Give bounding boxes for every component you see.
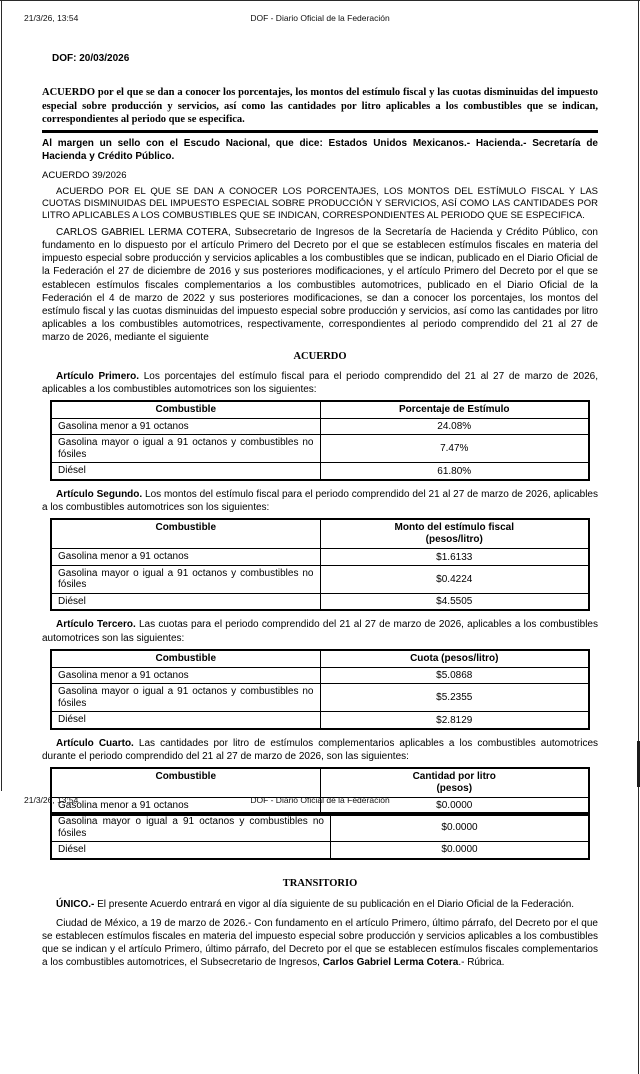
transitorio-heading: TRANSITORIO	[282, 877, 358, 889]
table-row	[51, 593, 589, 610]
unico-paragraph	[42, 898, 598, 911]
closing-paragraph	[42, 917, 598, 970]
cell-fuel: Gasolina mayor o igual a 91 octanos y combustibles no fósiles	[51, 565, 320, 593]
cell-value: 7.47%	[320, 435, 589, 463]
table-row	[51, 418, 589, 435]
seal-note-paragraph: Al margen un sello con el Escudo Nacional, que dice: Estados Unidos Mexicanos.- Hacienda.- Secretaría de Hacienda y Crédito Público.	[42, 137, 598, 162]
header-cell-combustible: Combustible	[51, 401, 320, 419]
horizontal-rule	[42, 130, 598, 133]
print-datetime: 21/3/26, 13:54	[24, 795, 79, 805]
header-line-1: Cantidad por litro	[412, 771, 496, 783]
cell-fuel: Diésel	[51, 593, 320, 610]
signer-name: Carlos Gabriel Lerma Cotera	[322, 957, 459, 969]
cell-value: $5.0868	[320, 667, 589, 684]
header-cell-cuota: Cuota (pesos/litro)	[320, 650, 589, 668]
header-cell-combustible: Combustible	[51, 768, 320, 798]
table-row	[51, 712, 589, 729]
cell-value: 24.08%	[320, 418, 589, 435]
cell-value: $0.0000	[320, 798, 589, 815]
cell-fuel: Gasolina mayor o igual a 91 octanos y combustibles no fósiles	[51, 813, 331, 842]
cell-fuel: Gasolina mayor o igual a 91 octanos y combustibles no fósiles	[51, 435, 320, 463]
table-cantidades-part2	[50, 812, 590, 860]
header-cell-combustible: Combustible	[51, 650, 320, 668]
dof-publication-date: DOF: 20/03/2026	[52, 53, 130, 64]
cell-fuel: Diésel	[51, 712, 320, 729]
table-row	[51, 842, 589, 859]
table-montos	[50, 518, 590, 611]
page1-top-border	[0, 0, 640, 1]
window-right-edge	[638, 0, 639, 1074]
articulo-tercero-paragraph	[42, 618, 598, 644]
print-header-page1	[24, 0, 616, 24]
cell-fuel: Gasolina menor a 91 octanos	[51, 798, 320, 815]
closing-text-after-name: .- Rúbrica.	[458, 957, 505, 969]
header-cell-monto	[320, 519, 589, 549]
closing-text-before-name: Ciudad de México, a 19 de marzo de 2026.- Con fundamento en el artículo Primero, último párrafo, del Decreto por el que se establecen estímulos fiscales en materia del impuesto especial sobre producción y servicios aplicables a los combustibles que se indican y el artículo Primero, último párrafo, del Decreto por el que se establecen estímulos fiscales complementarios a los combustibles automotrices, el Subsecretario de Ingresos,	[42, 917, 598, 969]
cell-fuel: Diésel	[51, 842, 331, 859]
cell-value: $0.0000	[331, 842, 590, 859]
header-line-1: Monto del estímulo fiscal	[394, 522, 514, 534]
cell-fuel: Gasolina menor a 91 octanos	[51, 667, 320, 684]
table-cuotas	[50, 649, 590, 730]
table-row	[51, 565, 589, 593]
acuerdo-number: ACUERDO 39/2026	[42, 169, 127, 181]
articulo-segundo-paragraph	[42, 488, 598, 514]
acuerdo-caps-paragraph: ACUERDO POR EL QUE SE DAN A CONOCER LOS PORCENTAJES, LOS MONTOS DEL ESTÍMULO FISCAL Y LAS CUOTAS DISMINUIDAS DEL IMPUESTO ESPECIAL SOBRE PRODUCCIÓN Y SERVICIOS, ASÍ COMO LAS CANTIDADES POR LITRO APLICABLES A LOS COMBUSTIBLES QUE SE INDICAN, CORRESPONDIENTES AL PERIODO QUE SE ESPECIFICA.	[42, 185, 598, 221]
cell-value: $4.5505	[320, 593, 589, 610]
intro-paragraph: CARLOS GABRIEL LERMA COTERA, Subsecretario de Ingresos de la Secretaría de Hacienda y Crédito Público, con fundamento en lo dispuesto por el artículo Primero del Decreto por el que se establecen estímulos fiscales en materia del impuesto especial sobre producción y servicios aplicables a los combustibles que se indican, publicado en el Diario Oficial de la Federación el 27 de diciembre de 2016 y sus posteriores modificaciones, y el artículo Primero del Decreto por el que se establecen estímulos fiscales complementarios a los combustibles automotrices, publicado en el Diario Oficial de la Federación el 4 de marzo de 2022 y sus posteriores modificaciones, se dan a conocer los porcentajes, los montos del estímulo fiscal y las cuotas disminuidas del impuesto especial sobre producción y servicios, así como las cantidades por litro aplicables a los combustibles automotrices, respectivamente, correspondientes al periodo comprendido del 21 al 27 de marzo de 2026, mediante el siguiente	[42, 226, 598, 344]
cell-value: $0.4224	[320, 565, 589, 593]
print-doc-title: DOF - Diario Oficial de la Federación	[250, 795, 390, 805]
acuerdo-heading: ACUERDO	[293, 350, 347, 362]
header-cell-combustible: Combustible	[51, 519, 320, 549]
cell-value: $1.6133	[320, 549, 589, 566]
articulo-segundo-lead: Artículo Segundo.	[56, 488, 143, 500]
print-header-page2	[24, 792, 616, 806]
table-row	[51, 463, 589, 480]
table-row	[51, 667, 589, 684]
table-header-row	[51, 519, 589, 549]
print-datetime: 21/3/26, 13:54	[24, 13, 79, 23]
table-row	[51, 549, 589, 566]
table-header-row	[51, 401, 589, 419]
header-cell-porcentaje: Porcentaje de Estímulo	[320, 401, 589, 419]
unico-text: El presente Acuerdo entrará en vigor al día siguiente de su publicación en el Diario Oficial de la Federación.	[97, 898, 575, 910]
unico-lead: ÚNICO.-	[56, 898, 95, 910]
cell-fuel: Diésel	[51, 463, 320, 480]
print-doc-title: DOF - Diario Oficial de la Federación	[250, 13, 390, 23]
page1-left-border	[1, 0, 2, 791]
cell-value: $0.0000	[331, 813, 590, 842]
articulo-primero-text: Los porcentajes del estímulo fiscal para el periodo comprendido del 21 al 27 de marzo de 2026, aplicables a los combustibles automotrices son los siguientes:	[42, 370, 598, 395]
table-header-row	[51, 650, 589, 668]
table-row	[51, 813, 589, 842]
cell-value: $2.8129	[320, 712, 589, 729]
decree-summary: ACUERDO por el que se dan a conocer los porcentajes, los montos del estímulo fiscal y las cuotas disminuidas del impuesto especial sobre producción y servicios, así como las cantidades por litro aplicables a los combustibles que se indican, correspondientes al periodo que se especifica.	[42, 87, 598, 126]
cell-fuel: Gasolina menor a 91 octanos	[51, 549, 320, 566]
header-line-2: (pesos/litro)	[425, 534, 483, 546]
cell-fuel: Gasolina mayor o igual a 91 octanos y combustibles no fósiles	[51, 684, 320, 712]
header-line-2: (pesos)	[436, 783, 473, 795]
articulo-cuarto-lead: Artículo Cuarto.	[56, 737, 134, 749]
articulo-cuarto-text: Las cantidades por litro de estímulos complementarios aplicables a los combustibles automotrices durante el periodo comprendido del 21 al 27 de marzo de 2026, son las siguientes:	[42, 737, 599, 762]
cell-fuel: Gasolina menor a 91 octanos	[51, 418, 320, 435]
articulo-tercero-text: Las cuotas para el periodo comprendido del 21 al 27 de marzo de 2026, aplicables a los combustibles automotrices son las siguientes:	[42, 619, 598, 644]
table-row	[51, 435, 589, 463]
articulo-segundo-text: Los montos del estímulo fiscal para el periodo comprendido del 21 al 27 de marzo de 2026, aplicables a los combustibles automotrices son los siguientes:	[42, 488, 598, 514]
cell-value: 61.80%	[320, 463, 589, 480]
articulo-primero-lead: Artículo Primero.	[56, 370, 140, 382]
articulo-primero-paragraph	[42, 370, 598, 396]
cell-value: $5.2355	[320, 684, 589, 712]
table-porcentajes	[50, 400, 590, 481]
articulo-cuarto-paragraph	[42, 737, 598, 763]
articulo-tercero-lead: Artículo Tercero.	[56, 619, 136, 631]
page-2	[0, 792, 640, 1074]
table-row	[51, 684, 589, 712]
